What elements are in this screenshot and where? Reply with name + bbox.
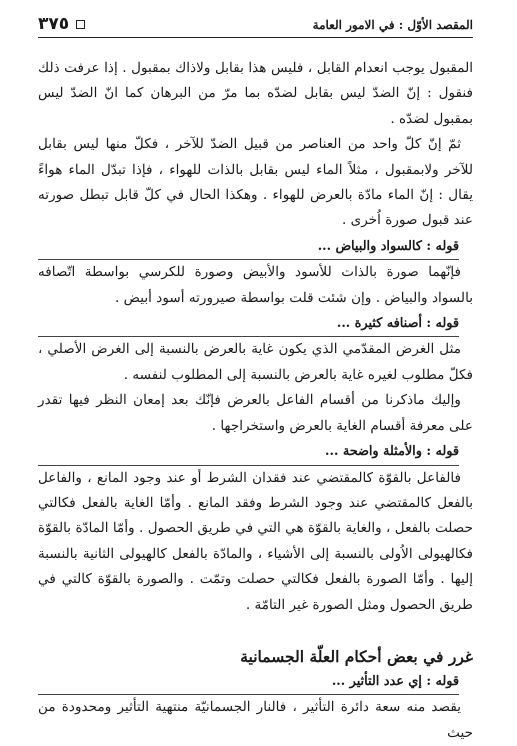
page-header <box>38 14 473 38</box>
commentary-lemma: قوله : إي عدد التأثير ... <box>38 669 459 695</box>
commentary-lemma: قوله : والأمثلة واضحة ... <box>38 439 459 465</box>
square-ornament-icon <box>76 20 85 29</box>
page-number-group <box>38 14 88 34</box>
commentary-lemma: قوله : أصنافه كثيرة ... <box>38 311 459 337</box>
paragraph: المقبول يوجب انعدام القابل ، فليس هذا بقابل ولاذاك بمقبول . إذا عرفت ذلك فنقول : إنّ الضدّ ليس بقابل لضدّه بما مرّ من البرهان كما انّ الضدّ ليس بمقبول لضدّه . <box>38 60 473 127</box>
section-heading: غرر في بعض أحكام العلّة الجسمانية <box>240 646 473 666</box>
commentary-lemma: قوله : كالسواد والبياض ... <box>38 234 459 260</box>
paragraph: وإليك ماذكرنا من أقسام الفاعل بالعرض فإنّك بعد إمعان النظر فيها تقدر على معرفة أقسام الغاية بالعرض واستخراجها . <box>38 392 473 434</box>
page-number: ٣٧٥ <box>38 14 70 34</box>
paragraph: مثل الغرض المقدّمي الذي يكون غاية بالعرض بالنسبة إلى الغرض الأصلي ، فكلّ مطلوب لغيره غاية بالعرض بالنسبة إلى المطلوب لنفسه . <box>38 341 473 383</box>
paragraph: فالفاعل بالقوّة كالمقتضي عند فقدان الشرط أو عند وجود المانع ، والفاعل بالفعل كالمقتضي عند وجود الشرط وفقد المانع . وأمّا الغاية بالفعل فكالتي حصلت بالفعل ، والغاية بالقوّة هي التي في طريق الحصول . وأمّا المادّة بالقوّة فكالهيولى الاُولى بالنسبة إلى الأشياء ، والمادّة بالفعل كالهيولى الثانية بالنسبة إليها . وأمّا الصورة بالفعل فكالتي حصلت وتمّت . والصورة بالقوّة كالتي في طريق الحصول ومثل الصورة غير التامّة . <box>38 469 473 613</box>
paragraph: يقصد منه سعة دائرة التأثير ، فالنار الجسمانيّة منتهية التأثير ومحدودة من حيث <box>38 699 473 741</box>
running-title: المقصد الأوّل : في الامور العامة <box>312 18 473 32</box>
paragraph: فإنّهما صورة بالذات للأسود والأبيض وصورة للكرسي بواسطة اتّصافه بالسواد والبياض . وإن شئت قلت بواسطة صيرورته أسود أبيض . <box>38 264 473 306</box>
paragraph: ثمّ إنّ كلّ واحد من العناصر من قبيل الضدّ للآخر ، فكلّ منها ليس بقابل للآخر ولابمقبول ، مثلاً الماء ليس بقابل بالذات للهواء ، فإذا تبدّل الماء هواءً يقال : إنّ الماء مادّة بالعرض للهواء . وهكذا الحال في كلّ قابل تبطل صورته عند قبول صورة اُخرى . <box>38 136 473 229</box>
